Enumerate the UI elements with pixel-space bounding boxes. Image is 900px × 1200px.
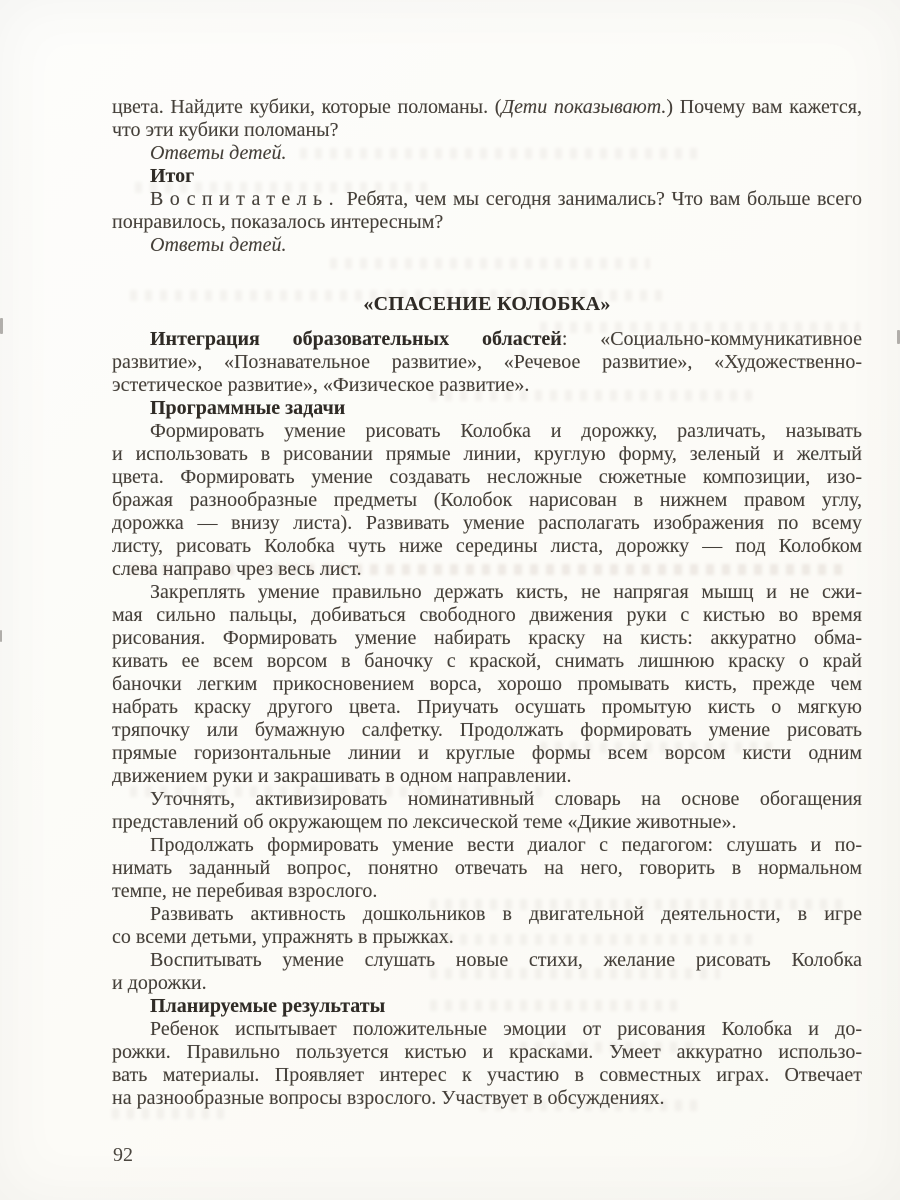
text-line: представлений об окружающем по лексической теме «Дикие животные». (112, 811, 737, 833)
task-paragraph (112, 581, 862, 788)
page-number: 92 (113, 1144, 133, 1166)
task-paragraph (112, 420, 862, 581)
integration-lead-bold: Интеграция образовательных областей (150, 328, 562, 350)
tasks-heading: Программные задачи (150, 397, 346, 419)
integration-first-line (112, 328, 862, 351)
integration-paragraph (112, 328, 862, 397)
text-line: развитие», «Познавательное развитие», «Речевое развитие», «Художественно- (112, 351, 862, 373)
text-line: баночки легким прикосновением ворса, хорошо промывать кисть, прежде чем (112, 673, 862, 695)
text-line: мая сильно пальцы, добиваться свободного движения руки с кистью во время (112, 604, 862, 626)
text-line: Ребенок испытывает положительные эмоции от рисования Колобка и до- (150, 1018, 862, 1040)
task-paragraph (112, 949, 862, 995)
results-paragraph (112, 1018, 862, 1110)
text-line: бражая разнообразные предметы (Колобок нарисован в нижнем правом углу, (112, 489, 862, 511)
paragraph-continuation (112, 96, 862, 142)
text-line: эстетическое развитие», «Физическое развитие». (112, 374, 530, 396)
children-answers-line: Ответы детей. (150, 142, 287, 164)
paragraph-text: ) Почему вам кажется, что эти кубики поломаны? (112, 96, 862, 141)
results-heading: Планируемые результаты (150, 995, 386, 1017)
text-line: Продолжать формировать умение вести диалог с педагогом: слушать и по- (150, 834, 862, 856)
itog-heading: Итог (150, 165, 195, 187)
text-line: и использовать в рисовании прямые линии, круглую форму, зеленый и желтый (112, 443, 862, 465)
text-line: тряпочку или бумажную салфетку. Продолжать формировать умение рисовать (112, 719, 862, 741)
speaker-name: Воспитатель. (150, 188, 340, 210)
text-line: движением руки и закрашивать в одном направлении. (112, 765, 572, 787)
text-line: слева направо чрез весь лист. (112, 558, 362, 580)
task-paragraph (112, 903, 862, 949)
text-line: Формировать умение рисовать Колобка и дорожку, различать, называть (150, 420, 862, 442)
text-line: прямые горизонтальные линии и круглые формы всем ворсом кисти одним (112, 742, 862, 764)
paragraph-text: цвета. Найдите кубики, которые поломаны. ( (112, 96, 502, 118)
text-line: рисования. Формировать умение набирать краску на кисть: аккуратно обма- (112, 627, 862, 649)
text-line: Закреплять умение правильно держать кисть, не напрягая мышц и не сжи- (150, 581, 862, 603)
children-answers-line: Ответы детей. (150, 234, 287, 256)
text-line: на разнообразные вопросы взрослого. Участвует в обсуждениях. (112, 1087, 665, 1109)
text-line: со всеми детьми, упражнять в прыжках. (112, 926, 454, 948)
scan-edge-speck (0, 630, 2, 642)
speaker-text: Ребята, чем мы сегодня занимались? Что вам больше всего понравилось, показалось интересным? (112, 188, 863, 233)
speaker-paragraph (112, 188, 862, 234)
text-line: темпе, не перебивая взрослого. (112, 880, 378, 902)
task-paragraph (112, 834, 862, 903)
text-line: Воспитывать умение слушать новые стихи, желание рисовать Колобка (150, 949, 862, 971)
text-line: и дорожки. (112, 972, 207, 994)
text-line: цвета. Формировать умение создавать несложные сюжетные композиции, изо- (112, 466, 862, 488)
text-line: Развивать активность дошкольников в двигательной деятельности, в игре (150, 903, 862, 925)
text-line: дорожка — внизу листа). Развивать умение располагать изображения по всему (112, 512, 862, 534)
task-paragraph (112, 788, 862, 834)
integration-text: : «Социально-коммуникативное (561, 328, 862, 350)
scan-edge-speck (0, 318, 3, 334)
text-column (112, 96, 862, 1110)
text-line: рожки. Правильно пользуется кистью и красками. Умеет аккуратно использо- (112, 1041, 862, 1063)
text-line: нимать заданный вопрос, понятно отвечать на него, говорить в нормальном (112, 857, 862, 879)
text-line: кивать ее всем ворсом в баночку с краской, снимать лишнюю краску о край (112, 650, 862, 672)
text-line: Уточнять, активизировать номинативный словарь на основе обогащения (150, 788, 862, 810)
text-line: листу, рисовать Колобка чуть ниже середины листа, дорожку — под Колобком (112, 535, 862, 557)
text-line: набрать краску другого цвета. Приучать осушать промытую кисть о мягкую (112, 696, 862, 718)
stage-direction-italic: Дети показывают. (501, 96, 667, 118)
section-title: «СПАСЕНИЕ КОЛОБКА» (363, 293, 611, 315)
text-line: вать материалы. Проявляет интерес к участию в совместных играх. Отвечает (112, 1064, 862, 1086)
integration-rest-lines (112, 351, 862, 397)
